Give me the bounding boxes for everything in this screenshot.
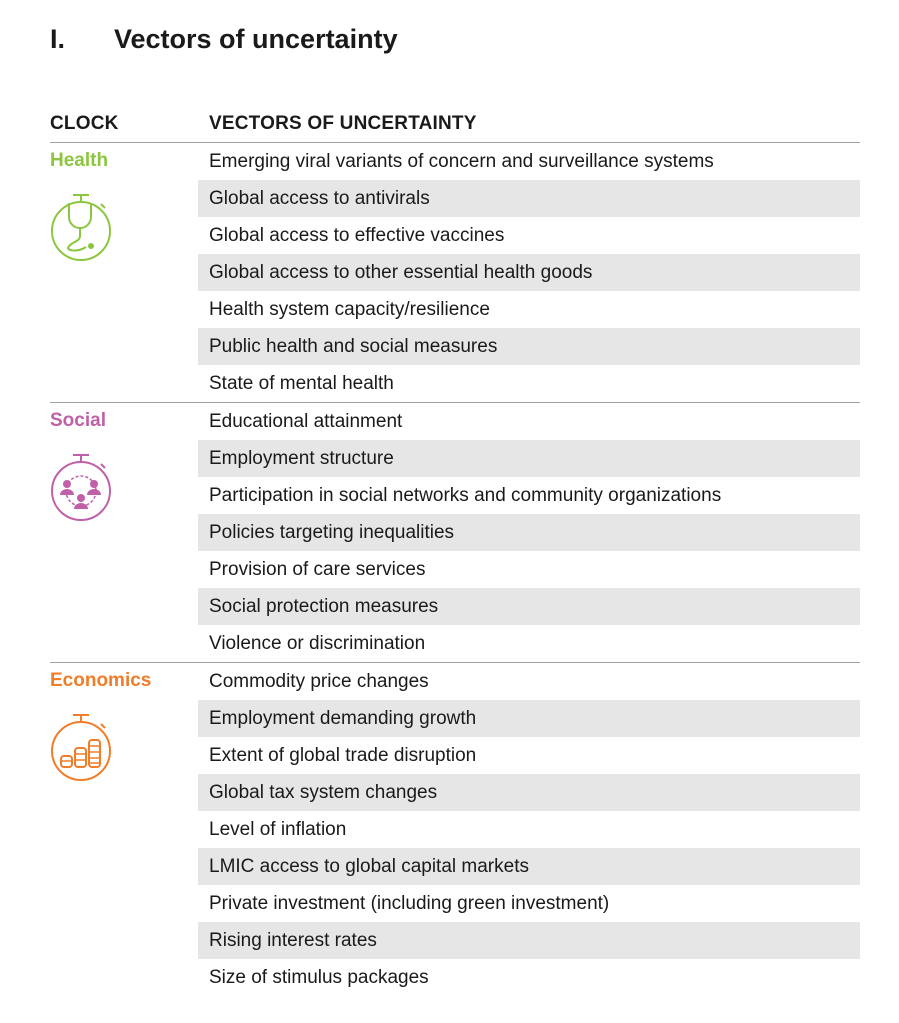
table-row: Health system capacity/resilience <box>209 299 490 320</box>
vector-list <box>198 143 860 402</box>
clock-label-economics: Economics <box>50 670 152 691</box>
table-row: Global access to antivirals <box>198 180 860 217</box>
clock-label-social: Social <box>50 410 106 431</box>
table-row: LMIC access to global capital markets <box>198 848 860 885</box>
vector-list <box>198 663 860 996</box>
table-row: Policies targeting inequalities <box>198 514 860 551</box>
clock-cell <box>50 663 198 996</box>
table-row: Employment structure <box>198 440 860 477</box>
table-row: Private investment (including green investment) <box>209 893 610 914</box>
table-row: Participation in social networks and community organizations <box>209 485 722 506</box>
table-row: Global tax system changes <box>198 774 860 811</box>
clock-label-health: Health <box>50 150 109 171</box>
table-row: Provision of care services <box>209 559 426 580</box>
group-health <box>50 142 860 402</box>
table-row: Educational attainment <box>209 411 403 432</box>
table-row: Employment demanding growth <box>198 700 860 737</box>
table-row: Global access to other essential health goods <box>198 254 860 291</box>
table-row: Commodity price changes <box>209 671 429 692</box>
stopwatch-coins-icon <box>49 711 113 783</box>
stopwatch-stethoscope-icon <box>49 191 113 263</box>
section-title: I. Vectors of uncertainty <box>50 24 398 54</box>
table-row: State of mental health <box>209 373 394 394</box>
stopwatch-people-icon <box>49 451 113 523</box>
group-economics <box>50 662 860 996</box>
table-row: Violence or discrimination <box>209 633 426 654</box>
table-row: Level of inflation <box>209 819 347 840</box>
table-row: Emerging viral variants of concern and surveillance systems <box>209 151 714 172</box>
vectors-table <box>50 142 860 996</box>
table-row: Social protection measures <box>198 588 860 625</box>
table-row: Public health and social measures <box>198 328 860 365</box>
group-social <box>50 402 860 662</box>
column-header-vectors: VECTORS OF UNCERTAINTY <box>209 113 477 134</box>
clock-cell <box>50 143 198 402</box>
column-header-clock: CLOCK <box>50 113 119 134</box>
table-row: Extent of global trade disruption <box>209 745 477 766</box>
table-row: Size of stimulus packages <box>209 967 429 988</box>
vector-list <box>198 403 860 662</box>
table-row: Global access to effective vaccines <box>209 225 505 246</box>
clock-cell <box>50 403 198 662</box>
table-row: Rising interest rates <box>198 922 860 959</box>
